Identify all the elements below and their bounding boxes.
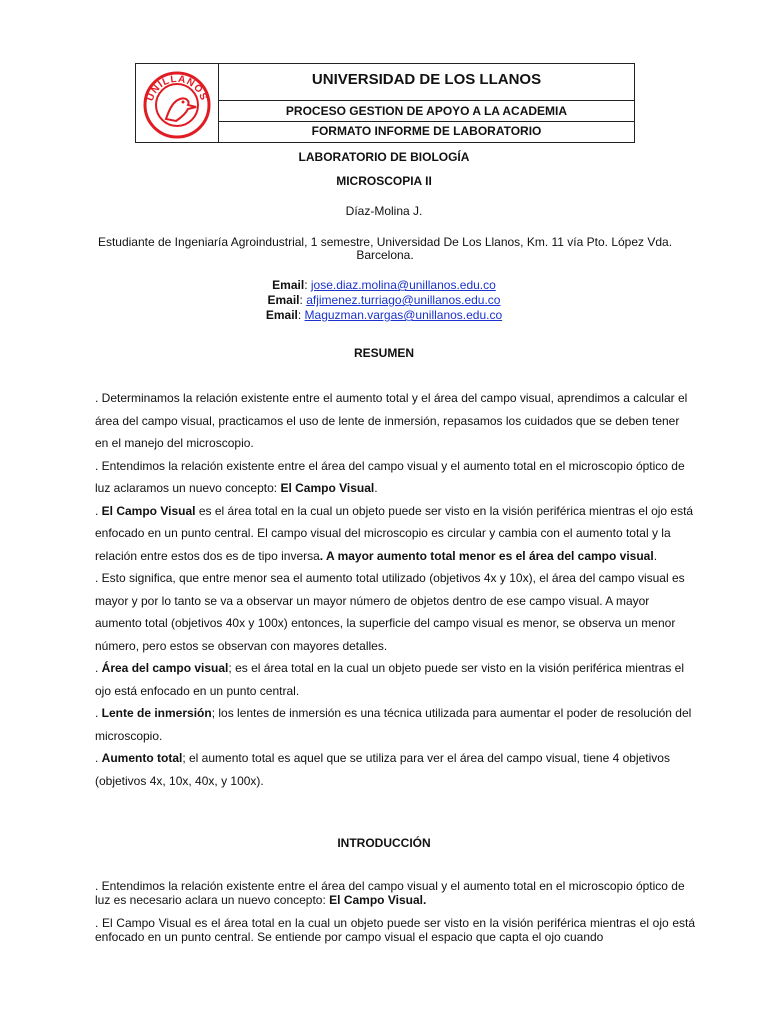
header-table	[135, 63, 635, 143]
email-link[interactable]: jose.diaz.molina@unillanos.edu.co	[310, 278, 496, 292]
email-label: Email	[267, 293, 300, 307]
bold-term: . A mayor aumento total menor es el área del campo visual	[319, 548, 654, 563]
paragraph	[95, 455, 695, 500]
text-run: .	[95, 706, 102, 720]
text-run: es el área total en la cual un objeto puede ser visto en la visión periférica mientras el ojo está enfocado en un punto central. El campo visual del microscopio es circular y cambia con el aumento total y la relación entre estos dos es de tipo inversa	[95, 503, 694, 563]
logo-text: UNILLANOS	[144, 73, 210, 103]
text-run: ; es el área total en la cual un objeto puede ser visto en la visión periférica mientras el ojo está enfocado en un punto central.	[95, 661, 684, 698]
unillanos-logo-icon	[140, 67, 214, 139]
paragraph: . Determinamos la relación existente entre el aumento total y el área del campo visual, aprendimos a calcular el área del campo visual, practicamos el uso de lente de inmersión, repasamos los cuidados que se deben tener en el manejo del microscopio.	[95, 391, 688, 450]
paragraph	[95, 880, 695, 907]
introduccion-heading: INTRODUCCIÓN	[337, 836, 431, 850]
text-run: . Entendimos la relación existente entre el área del campo visual y el aumento total en el microscopio óptico de luz es necesario aclara un nuevo concepto:	[95, 879, 685, 907]
text-run: . Entendimos la relación existente entre el área del campo visual y el aumento total en el microscopio óptico de luz aclaramos un nuevo concepto:	[95, 458, 685, 495]
format-name: FORMATO INFORME DE LABORATORIO	[311, 124, 542, 138]
logo-cell	[136, 64, 219, 142]
text-run: .	[95, 503, 102, 518]
bold-term: Lente de inmersión	[101, 706, 212, 720]
paragraph	[95, 657, 695, 702]
university-name: UNIVERSIDAD DE LOS LLANOS	[219, 64, 634, 101]
text-run: .	[374, 481, 378, 495]
paragraph	[95, 702, 695, 747]
email-label: Email	[272, 278, 305, 292]
bold-term: El Campo Visual	[280, 481, 375, 495]
affiliation: Estudiante de Ingeniaría Agroindustrial, 1 semestre, Universidad De Los Llanos, Km. 11 vía Pto. López Vda. Barcelona.	[97, 235, 673, 262]
text-run: ; el aumento total es aquel que se utiliza para ver el área del campo visual, tiene 4 objetivos (objetivos 4x, 10x, 40x, y 100x).	[95, 751, 670, 788]
email-line: Email: afjimenez.turriago@unillanos.edu.co	[267, 293, 501, 307]
document-subtitle: MICROSCOPIA II	[336, 174, 432, 188]
email-link[interactable]: afjimenez.turriago@unillanos.edu.co	[306, 293, 501, 307]
introduccion-body	[95, 880, 695, 954]
email-list	[0, 278, 768, 323]
resumen-body	[95, 387, 695, 792]
text-run: .	[95, 751, 102, 765]
email-line: Email: jose.diaz.molina@unillanos.edu.co	[272, 278, 496, 292]
author-name: Díaz-Molina J.	[345, 204, 423, 218]
text-run: .	[653, 548, 658, 563]
bold-term: El Campo Visual	[101, 503, 196, 518]
text-run: .	[95, 661, 102, 675]
lab-title: LABORATORIO DE BIOLOGÍA	[298, 150, 470, 164]
paragraph: . El Campo Visual es el área total en la cual un objeto puede ser visto en la visión periférica mientras el ojo está enfocado en un punto central. Se entiende por campo visual el espacio que capta el ojo cuando	[95, 916, 695, 944]
email-label: Email	[265, 308, 298, 322]
svg-text:UNILLANOS	[145, 74, 209, 103]
paragraph: . Esto significa, que entre menor sea el aumento total utilizado (objetivos 4x y 10x), el área del campo visual es mayor y por lo tanto se va a observar un mayor número de objetos dentro de ese campo visual. A mayor aumento total (objetivos 40x y 100x) entonces, la superficie del campo visual es menor, se observa un menor número, pero estos se observan con mayores detalles.	[95, 571, 685, 653]
bold-term: Área del campo visual	[101, 661, 229, 675]
resumen-heading: RESUMEN	[353, 346, 414, 360]
paragraph	[95, 747, 695, 792]
process-name: PROCESO GESTION DE APOYO A LA ACADEMIA	[219, 101, 634, 122]
email-link[interactable]: Maguzman.vargas@unillanos.edu.co	[304, 308, 503, 322]
paragraph	[95, 500, 695, 568]
bold-term: Aumento total	[101, 751, 183, 765]
email-line: Email: Maguzman.vargas@unillanos.edu.co	[265, 308, 503, 322]
bold-term: El Campo Visual.	[329, 892, 427, 907]
text-run: ; los lentes de inmersión es una técnica utilizada para aumentar el poder de resolución del microscopio.	[95, 706, 692, 743]
